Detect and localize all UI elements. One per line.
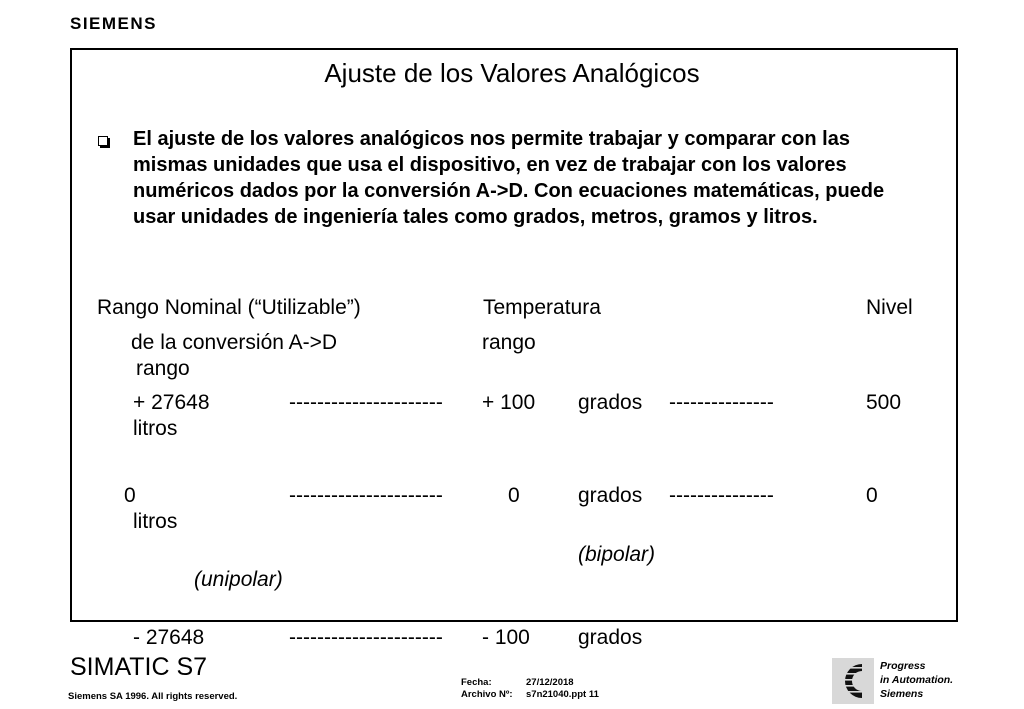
row2-unit-grados: grados (578, 484, 643, 507)
row2-unit-litros: litros (133, 510, 178, 533)
header-nivel: Nivel (866, 296, 913, 319)
header-rango-nominal: Rango Nominal (“Utilizable”) (97, 296, 361, 319)
row3-unit-grados: grados (578, 626, 643, 649)
row2-raw-value: 0 (124, 484, 136, 507)
simatic-s7-label: SIMATIC S7 (70, 653, 208, 681)
label-bipolar: (bipolar) (578, 543, 656, 566)
tagline-siemens: Siemens (880, 688, 924, 700)
tagline-progress: Progress (880, 660, 926, 672)
siemens-progress-logo-icon (832, 658, 874, 704)
row1-dashes-a: ---------------------- (289, 391, 443, 414)
row1-unit-litros: litros (133, 417, 178, 440)
label-unipolar: (unipolar) (194, 568, 283, 591)
row2-level-value: 0 (866, 484, 878, 507)
row2-dashes-a: ---------------------- (289, 484, 443, 507)
siemens-logo: SIEMENS (70, 14, 158, 33)
file-value: s7n21040.ppt 11 (526, 689, 599, 700)
row3-dashes-a: ---------------------- (289, 626, 443, 649)
row1-unit-grados: grados (578, 391, 643, 414)
subheader-rango-nivel: rango (136, 357, 190, 380)
row1-level-value: 500 (866, 391, 902, 414)
intro-paragraph: El ajuste de los valores analógicos nos permite trabajar y comparar con las mismas unidades que usa el dispositivo, en vez de trabajar con los valores numéricos dados por la conversión A->D. Con ecuaciones matemáticas, puede usar unidades de ingeniería tales como grados, metros, gramos y litros. (133, 128, 885, 228)
subheader-conversion: de la conversión A->D (131, 331, 338, 354)
row2-dashes-b: --------------- (669, 484, 774, 507)
row2-temp-value: 0 (508, 484, 520, 507)
row1-raw-value: + 27648 (133, 391, 210, 414)
date-value: 27/12/2018 (526, 677, 574, 688)
subheader-rango-temp: rango (482, 331, 536, 354)
row3-temp-value: - 100 (482, 626, 530, 649)
date-label: Fecha: (461, 677, 492, 688)
slide-title: Ajuste de los Valores Analógicos (324, 58, 700, 88)
checkbox-bullet-icon (98, 136, 108, 146)
tagline-automation: in Automation. (880, 674, 954, 686)
file-label: Archivo Nº: (461, 689, 513, 700)
row1-temp-value: + 100 (482, 391, 536, 414)
row1-dashes-b: --------------- (669, 391, 774, 414)
row3-raw-value: - 27648 (133, 626, 205, 649)
header-temperatura: Temperatura (483, 296, 601, 319)
copyright-text: Siemens SA 1996. All rights reserved. (68, 691, 238, 702)
